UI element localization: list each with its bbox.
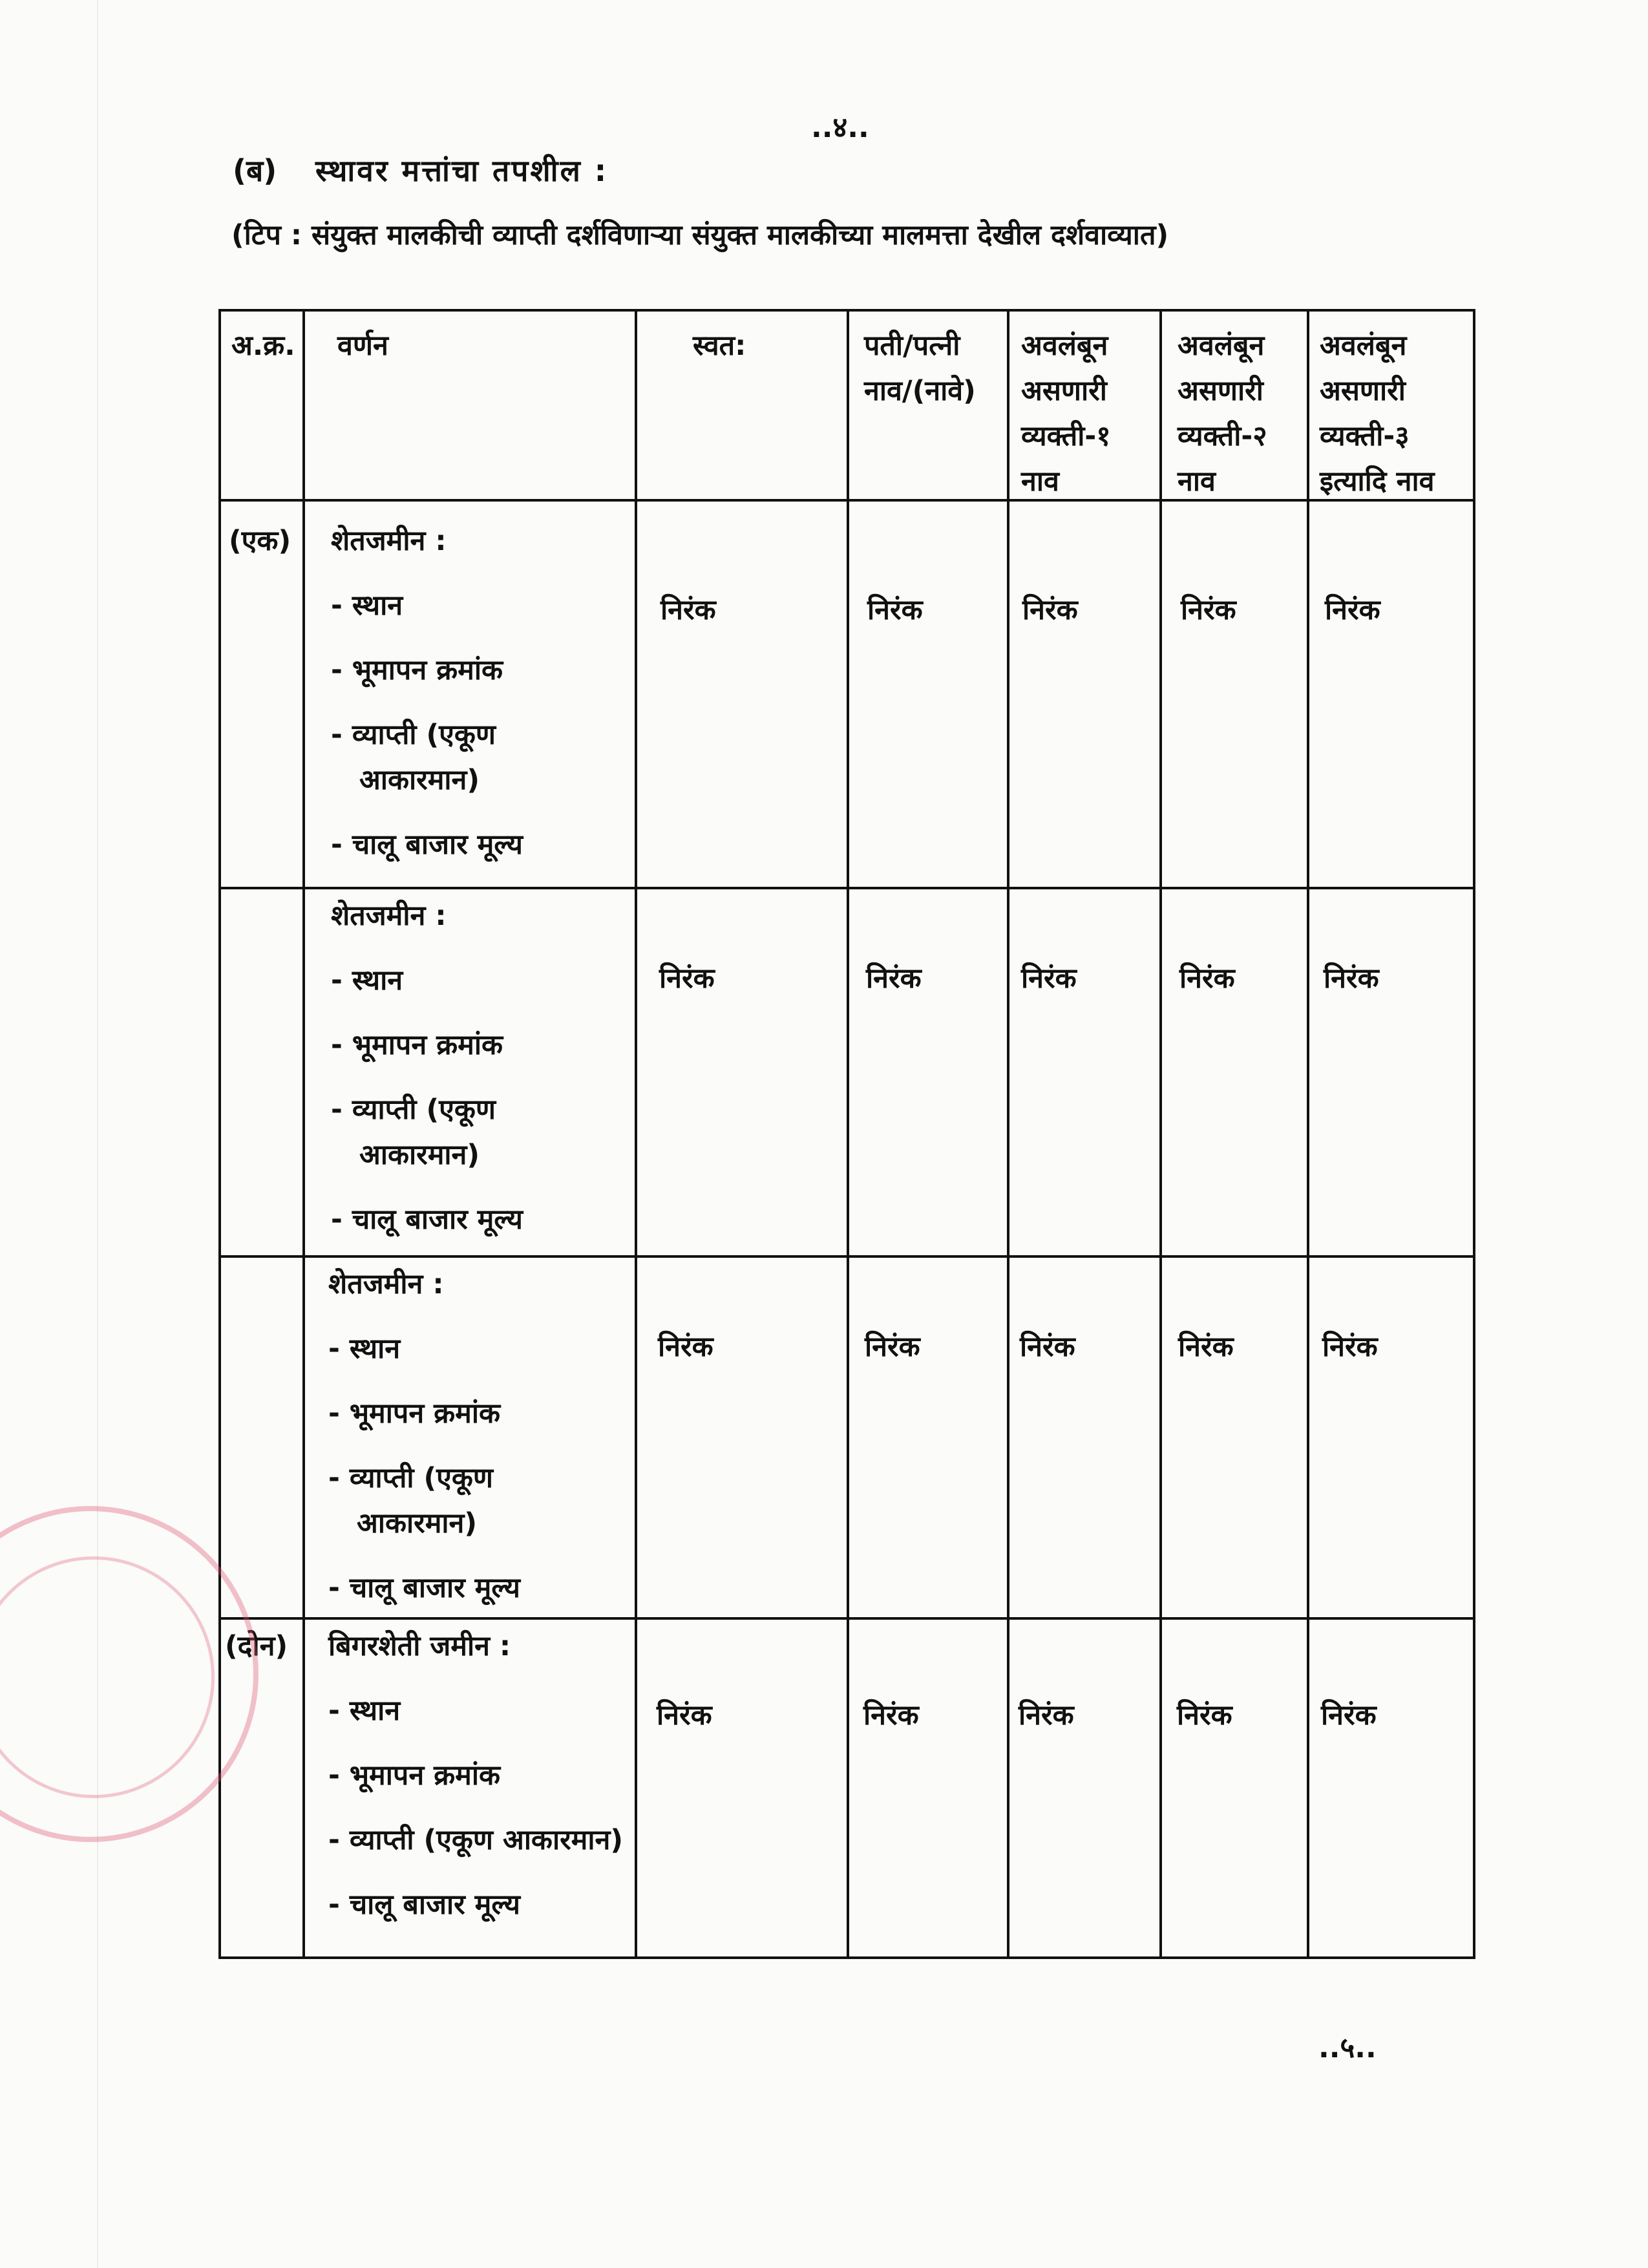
section-note: (टिप : संयुक्त मालकीची व्याप्ती दर्शविणाऱ्या संयुक्त मालकीच्या मालमत्ता देखील दर्शवाव्यात) [231, 219, 1169, 251]
row-value-dependent-2: निरंक [1177, 1699, 1232, 1732]
header-serial [231, 323, 295, 368]
header-line: इत्यादि नाव [1320, 465, 1435, 498]
row-value-dependent-1: निरंक [1019, 1699, 1074, 1732]
header-dependent-2 [1178, 323, 1267, 504]
row-value-dependent-2: निरंक [1178, 1331, 1234, 1363]
section-title: स्थावर मत्तांचा तपशील : [315, 153, 609, 188]
header-line: अवलंबून [1178, 330, 1265, 362]
header-line: पती/पत्नी [864, 330, 960, 362]
section-label: (ब) [233, 153, 277, 188]
header-line: अवलंबून [1021, 330, 1108, 362]
row-description [331, 518, 523, 887]
row-item: - भूमापन क्रमांक [328, 1759, 501, 1792]
row-item: - चालू बाजार मूल्य [328, 1572, 520, 1604]
header-line: असणारी [1320, 375, 1406, 407]
table-col-divider [1159, 312, 1162, 1956]
row-item: - व्याप्ती (एकूण [328, 1462, 494, 1494]
row-item: - स्थान [328, 1695, 401, 1727]
row-value-self: निरंक [659, 962, 715, 995]
row-value-spouse: निरंक [863, 1699, 919, 1732]
row-item: - व्याप्ती (एकूण आकारमान) [328, 1824, 624, 1856]
row-item: - भूमापन क्रमांक [328, 1397, 501, 1430]
row-item: - व्याप्ती (एकूण [331, 719, 496, 751]
table-col-divider [635, 312, 637, 1956]
header-dependent-3 [1320, 323, 1435, 504]
row-description [331, 893, 523, 1262]
row-title: शेतजमीन : [331, 900, 447, 932]
row-item: - चालू बाजार मूल्य [331, 1203, 523, 1236]
row-value-spouse: निरंक [865, 1331, 920, 1363]
header-line: व्यक्ती-२ [1178, 420, 1267, 452]
row-title: बिगरशेती जमीन : [328, 1630, 511, 1662]
table-col-divider [1307, 312, 1309, 1956]
page-number-top: ..४.. [811, 111, 869, 144]
row-item: - व्याप्ती (एकूण [331, 1094, 496, 1126]
header-description [337, 323, 388, 368]
row-serial: (एक) [229, 525, 291, 557]
row-value-dependent-1: निरंक [1020, 1331, 1075, 1363]
header-line: अ.क्र. [231, 330, 295, 362]
table-col-divider [302, 312, 305, 1956]
header-line: नाव [1178, 465, 1216, 498]
row-value-spouse: निरंक [866, 962, 922, 995]
row-value-self: निरंक [660, 594, 716, 626]
header-line: व्यक्ती-१ [1021, 420, 1111, 452]
row-serial: (दोन) [225, 1630, 288, 1662]
page-fold-line [97, 0, 98, 2268]
header-line: नाव/(नावे) [864, 375, 976, 407]
row-item: - स्थान [331, 589, 403, 622]
row-value-self: निरंक [658, 1331, 713, 1363]
table-col-divider [1007, 312, 1009, 1956]
row-value-dependent-2: निरंक [1179, 962, 1235, 995]
row-description [328, 1624, 623, 1947]
row-item: - भूमापन क्रमांक [331, 654, 503, 686]
header-line: अवलंबून [1320, 330, 1407, 362]
immovable-assets-table [218, 309, 1475, 1959]
row-item-continuation: आकारमान) [359, 1139, 480, 1171]
row-value-dependent-3: निरंक [1324, 962, 1379, 995]
page-number-bottom: ..५.. [1318, 2031, 1377, 2064]
row-value-dependent-1: निरंक [1022, 594, 1078, 626]
notary-stamp-inner-ring [0, 1556, 215, 1798]
row-item: - चालू बाजार मूल्य [331, 829, 523, 861]
row-title: शेतजमीन : [331, 525, 447, 557]
header-self [693, 323, 746, 368]
header-dependent-1 [1021, 323, 1111, 504]
header-line: असणारी [1178, 375, 1263, 407]
row-value-spouse: निरंक [867, 594, 923, 626]
header-line: व्यक्ती-३ [1320, 420, 1410, 452]
row-value-dependent-3: निरंक [1325, 594, 1380, 626]
row-value-dependent-2: निरंक [1181, 594, 1236, 626]
header-line: नाव [1021, 465, 1059, 498]
row-item: - चालू बाजार मूल्य [328, 1889, 520, 1921]
row-item-continuation: आकारमान) [359, 764, 480, 796]
row-value-dependent-1: निरंक [1021, 962, 1077, 995]
header-line: असणारी [1021, 375, 1107, 407]
row-description [328, 1262, 520, 1630]
row-value-dependent-3: निरंक [1321, 1699, 1377, 1732]
header-line: स्वत: [693, 330, 746, 362]
header-line: वर्णन [337, 330, 388, 362]
row-value-self: निरंक [657, 1699, 712, 1732]
row-item-continuation: आकारमान) [357, 1507, 478, 1540]
header-spouse [864, 323, 976, 414]
row-item: - स्थान [328, 1333, 401, 1365]
table-col-divider [847, 312, 849, 1956]
row-value-dependent-3: निरंक [1322, 1331, 1378, 1363]
row-item: - भूमापन क्रमांक [331, 1029, 503, 1061]
row-item: - स्थान [331, 964, 403, 997]
row-title: शेतजमीन : [328, 1268, 444, 1300]
